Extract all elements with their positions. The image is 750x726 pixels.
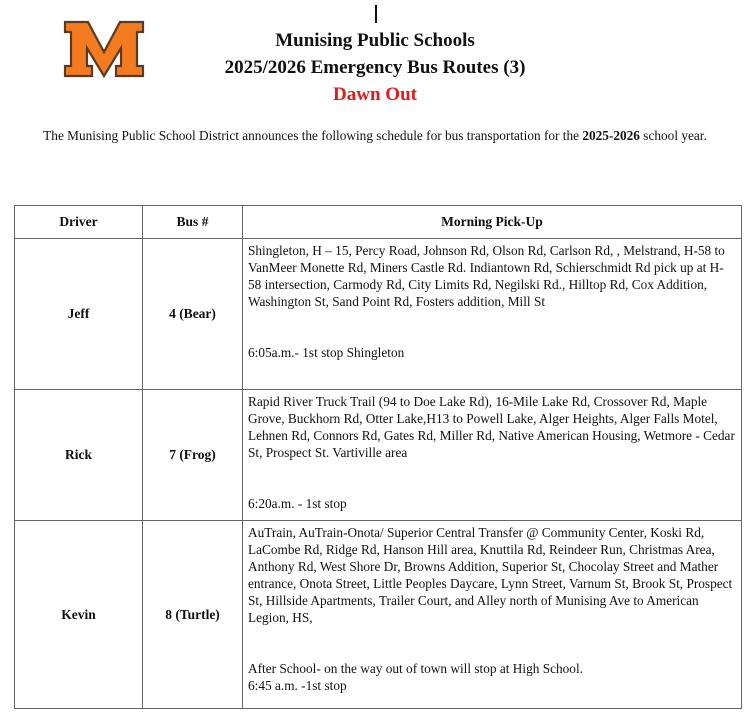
route-stops: Rapid River Truck Trail (94 to Doe Lake Rd), 16-Mile Lake Rd, Crossover Rd, Maple Grove, Buckhorn Rd, Otter Lake,H13 to Powell Lake, Alger Heights, Alger Falls Motel, Lehnen Rd, Connors Rd, Gates Rd, Miller Rd, Native American Housing, Wetmore - Cedar St, Prospect St. Vartiville area [248, 394, 735, 460]
table-row [15, 521, 742, 709]
header-driver: Driver [15, 206, 143, 239]
dawn-out-subtitle: Dawn Out [333, 84, 417, 105]
route-stops: AuTrain, AuTrain-Onota/ Superior Central Transfer @ Community Center, Koski Rd, LaCombe Rd, Ridge Rd, Hanson Hill area, Knuttila Rd, Reindeer Run, Christmas Area, Anthony Rd, West Shore Dr, Browns Addition, Superior St, Chocolay Street and Mather entrance, Onota Street, Little Peoples Daycare, Lynn Street, Varnum St, Brook St, Prospect St, Hillside Apartments, Trailer Court, and Alley north of Munising Ave to American Legion, HS, [248, 525, 733, 625]
table-row [15, 239, 742, 390]
table-row [15, 390, 742, 521]
driver-cell: Rick [15, 390, 143, 521]
route-time: 6:05a.m.- 1st stop Shingleton [248, 345, 405, 360]
route-cell [243, 239, 742, 390]
district-title: Munising Public Schools [275, 30, 475, 51]
route-cell [243, 521, 742, 709]
route-time: 6:45 a.m. -1st stop [248, 678, 347, 693]
bus-routes-table [14, 205, 742, 709]
route-stops: Shingleton, H – 15, Percy Road, Johnson Rd, Olson Rd, Carlson Rd, , Melstrand, H-58 to VanMeer Monette Rd, Miners Castle Rd. Indiantown Rd, Schierschmidt Rd pick up at H-58 intersection, Carmody Rd, City Limits Rd, Negilski Rd., Hilltop Rd, Cox Addition, Washington St, Sand Point Rd, Fosters addition, Mill St [248, 243, 725, 309]
route-time: 6:20a.m. - 1st stop [248, 496, 347, 511]
bus-cell: 8 (Turtle) [143, 521, 243, 709]
intro-paragraph: The Munising Public School District announces the following schedule for bus transportation for the 2025-2026 school year. [43, 128, 707, 143]
driver-cell: Jeff [15, 239, 143, 390]
header-bus: Bus # [143, 206, 243, 239]
school-year: 2025-2026 [582, 128, 640, 143]
text-cursor [375, 5, 377, 23]
bus-cell: 4 (Bear) [143, 239, 243, 390]
bus-cell: 7 (Frog) [143, 390, 243, 521]
route-cell [243, 390, 742, 521]
routes-title: 2025/2026 Emergency Bus Routes (3) [224, 57, 526, 78]
header-morning-pickup: Morning Pick-Up [243, 206, 742, 239]
driver-cell: Kevin [15, 521, 143, 709]
route-note: After School- on the way out of town will stop at High School. [248, 661, 583, 676]
table-header-row [15, 206, 742, 239]
